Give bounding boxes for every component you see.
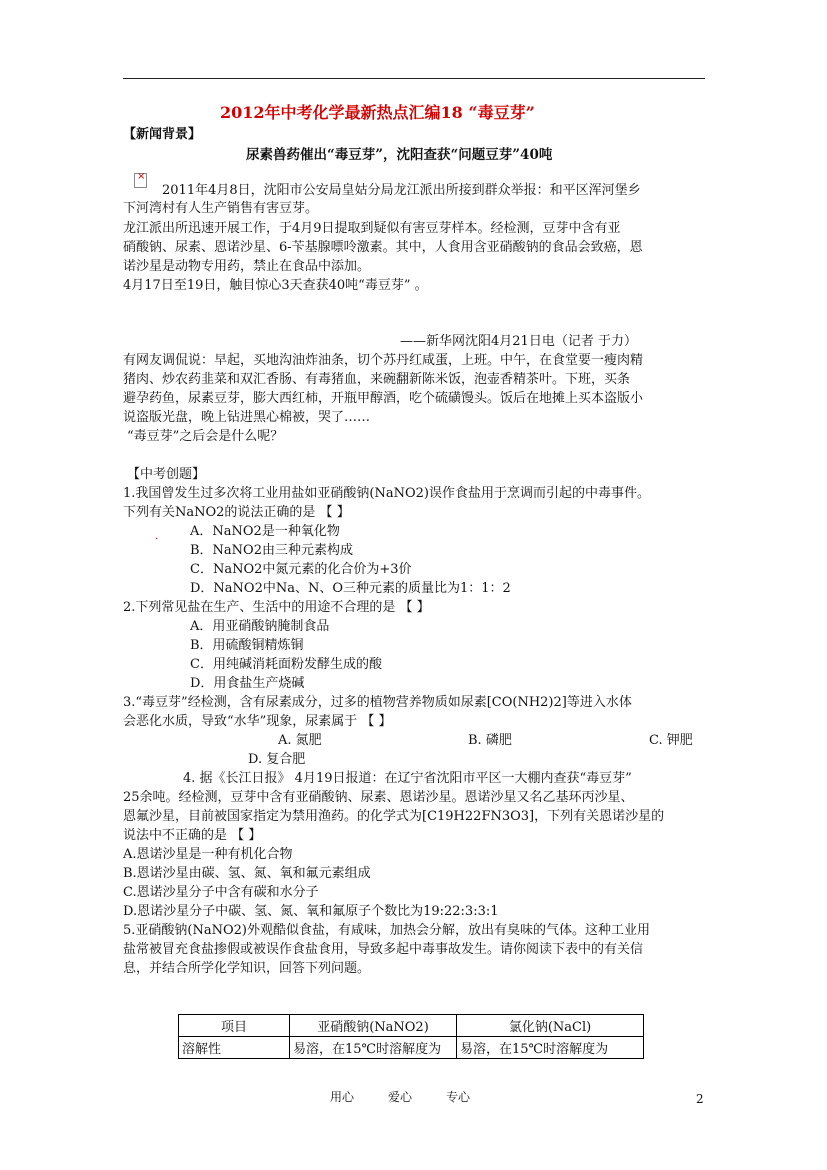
q1-option-b: B．NaNO2由三种元素构成	[190, 543, 353, 558]
q4-option-c: C.恩诺沙星分子中含有碳和水分子	[123, 885, 319, 900]
joke-line: 猪肉、炒农药韭菜和双汇香肠、有毒猪血，来碗翻新陈米饭，泡壶香精茶叶。下班，买条	[123, 372, 631, 387]
page-number: 2	[696, 1092, 704, 1106]
table-row	[179, 1037, 644, 1059]
q4-stem: 4. 据《长江日报》 4月19日报道：在辽宁省沈阳市平区一大棚内查获“毒豆芽”	[183, 771, 632, 786]
table-cell: 易溶，在15℃时溶解度为	[457, 1037, 644, 1059]
news-line: 硝酸钠、尿素、恩诺沙星、6-苄基腺嘌呤激素。其中，人食用含亚硝酸钠的食品会致癌，恩	[123, 240, 643, 255]
q1-option-c: C．NaNO2中氮元素的化合价为+3价	[190, 562, 412, 577]
table-header-cell: 亚硝酸钠(NaNO2)	[290, 1015, 457, 1037]
q2-option-a: A．用亚硝酸钠腌制食品	[190, 619, 330, 634]
news-line: 2011年4月8日，沈阳市公安局皇姑分局龙江派出所接到群众举报：和平区浑河堡乡	[162, 183, 641, 198]
footer-text: 专心	[446, 1090, 471, 1104]
q4-option-d: D.恩诺沙星分子中碳、氢、氮、氧和氟原子个数比为19:22:3:3:1	[123, 904, 499, 919]
q3-option-a: A. 氮肥	[278, 733, 322, 748]
news-headline: 尿素兽药催出“毒豆芽”，沈阳查获“问题豆芽”40吨	[246, 147, 553, 163]
news-section-header: 【新闻背景】	[123, 127, 202, 142]
q3-option-b: B. 磷肥	[468, 733, 512, 748]
news-line: 下河湾村有人生产销售有害豆芽。	[123, 201, 319, 216]
q4-option-b: B.恩诺沙星由碳、氢、氮、氧和氟元素组成	[123, 866, 371, 881]
news-line: 龙江派出所迅速开展工作，于4月9日提取到疑似有害豆芽样本。经检测，豆芽中含有亚	[123, 221, 621, 236]
header-rule	[123, 78, 705, 79]
table-cell: 溶解性	[179, 1037, 290, 1059]
solubility-table	[178, 1014, 644, 1059]
joke-line: 说盗版光盘，晚上钻进黑心棉被，哭了……	[123, 410, 371, 425]
exam-section-header: 【中考创题】	[127, 467, 206, 482]
table-header-cell: 项目	[179, 1015, 290, 1037]
q1-stem: 下列有关NaNO2的说法正确的是 【 】	[123, 505, 350, 520]
q1-stem: 1.我国曾发生过多次将工业用盐如亚硝酸钠(NaNO2)误作食盐用于烹调而引起的中毒事件。	[123, 486, 650, 501]
q4-stem: 说法中不正确的是 【 】	[123, 828, 262, 843]
joke-line: 避孕药鱼，尿素豆芽，膨大西红柿，开瓶甲醇酒，吃个硫磺馒头。饭后在地摊上买本盗版小	[123, 391, 644, 406]
footer-text: 用心	[330, 1090, 355, 1104]
news-line: 4月17日至19日，触目惊心3天查获40吨“毒豆芽” 。	[123, 278, 428, 293]
q2-option-b: B．用硫酸铜精炼铜	[190, 638, 304, 653]
q3-stem: 3.“毒豆芽”经检测，含有尿素成分，过多的植物营养物质如尿素[CO(NH2)2]等进入水体	[123, 695, 632, 710]
q2-option-c: C．用纯碱消耗面粉发酵生成的酸	[190, 657, 382, 672]
q4-option-a: A.恩诺沙星是一种有机化合物	[123, 847, 293, 862]
joke-line: 有网友调侃说：早起，买地沟油炸油条，切个苏丹红咸蛋，上班。中午，在食堂要一瘦肉精	[123, 353, 644, 368]
q5-stem: 息，并结合所学化学知识，回答下列问题。	[123, 961, 371, 976]
table-cell: 易溶，在15℃时溶解度为	[290, 1037, 457, 1059]
q1-option-a: A．NaNO2是一种氧化物	[190, 524, 340, 539]
broken-image-icon	[134, 173, 147, 188]
joke-question: “毒豆芽”之后会是什么呢？	[127, 429, 284, 444]
red-mark: .	[155, 531, 159, 542]
q5-stem: 5.亚硝酸钠(NaNO2)外观酷似食盐，有咸味，加热会分解，放出有臭味的气体。这种工业用	[123, 923, 650, 938]
news-line: 诺沙星是动物专用药，禁止在食品中添加。	[123, 259, 371, 274]
q4-stem: 恩氟沙星，目前被国家指定为禁用渔药。的化学式为[C19H22FN3O3]，下列有关恩诺沙星的	[123, 809, 665, 824]
table-header-cell: 氯化钠(NaCl)	[457, 1015, 644, 1037]
q3-option-c: C. 钾肥	[649, 733, 693, 748]
footer-text: 爱心	[388, 1090, 413, 1104]
q1-option-d: D．NaNO2中Na、N、O三种元素的质量比为1：1：2	[190, 581, 511, 596]
q2-option-d: D．用食盐生产烧碱	[190, 676, 305, 691]
q3-option-d: D. 复合肥	[248, 752, 306, 767]
table-header-row	[179, 1015, 644, 1037]
q3-stem: 会恶化水质，导致“水华”现象，尿素属于 【 】	[123, 714, 392, 729]
q5-stem: 盐常被冒充食盐掺假或被误作食盐食用，导致多起中毒事故发生。请你阅读下表中的有关信	[123, 942, 644, 957]
document-title: 2012年中考化学最新热点汇编18 “毒豆芽”	[220, 103, 535, 122]
q2-stem: 2.下列常见盐在生产、生活中的用途不合理的是 【 】	[123, 600, 430, 615]
news-source: ——新华网沈阳4月21日电（记者 于力）	[400, 334, 637, 349]
q4-stem: 25余吨。经检测，豆芽中含有亚硝酸钠、尿素、恩诺沙星。恩诺沙星又名乙基环丙沙星、	[123, 790, 634, 805]
